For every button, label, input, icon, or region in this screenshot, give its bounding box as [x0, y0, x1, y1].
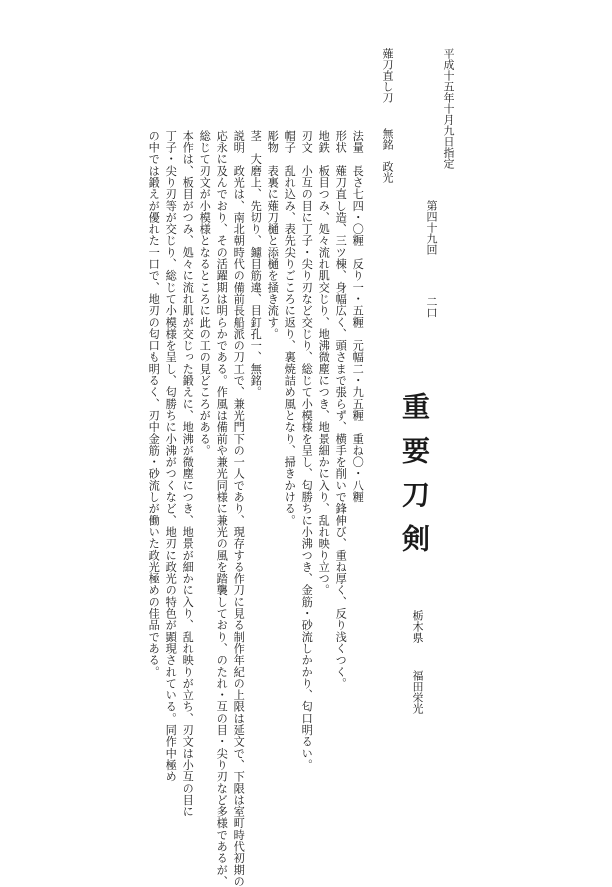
text-column: 帽子 乱れ込み、表先尖りごころに返り、裏焼詰め風となり、掃きかける。: [283, 130, 297, 527]
owner-name: 福田栄光: [411, 670, 424, 714]
text-column: 説明 政光は、南北朝時代の備前長船派の刀工で、兼光門下の一人であり、現存する作刀に見る制作年紀の上限は延文で、下限は室町時代初期の: [232, 130, 246, 887]
text-column: 丁子・尖り刃等が交じり、総じて小模様を呈し、匂勝ちに小沸がつくなど、地刃に政光の特色が顕現されている。同作中極め: [164, 130, 178, 783]
sword-signature: 無銘 政光: [381, 128, 394, 183]
text-column: 彫物 表裏に薙刀樋と添樋を掻き流す。: [266, 130, 280, 340]
text-column: 応永に及んでおり、その活躍期は明らかである。作風は備前や兼光同様に兼光の風を踏襲しており、のたれ・互の目・尖り刃など多様であるが、: [215, 130, 229, 887]
text-column: 刃文 小互の目に丁子・尖り刃など交じり、総じて小模様を呈し、匂勝ちに小沸つき、金筋・砂流しかかり、匂口明るい。: [300, 130, 314, 771]
text-column: 形状 薙刀直し造、三ツ棟、身幅広く、頭さまで張らず、横手を削いで鋒伸び、重ね厚く、反り浅くつく。: [334, 130, 348, 690]
item-count: 二口: [425, 296, 438, 318]
text-column: 本作は、板目がつみ、処々に流れ肌が交じった鍛えに、地沸が微塵につき、地景が細かに入り、乱れ映りが立ち、刃文は小互の目に: [181, 130, 195, 818]
text-column: 総じて刃文が小模様となるところに此の工の見どころがある。: [198, 130, 212, 457]
designation-date: 平成十五年十月九日指定: [442, 48, 455, 169]
text-column: の中では鍛えが優れた一口で、地刃の匂口も明るく、刃中金筋・砂流しが働いた政光極めの佳品である。: [147, 130, 161, 678]
text-column: 茎 大磨上、先切り、鑢目筋違、目釘孔一、無銘。: [249, 130, 263, 398]
text-column: 法量 長さ七四・〇糎 反り一・五糎 元幅二・九五糎 重ね〇・八糎: [351, 130, 365, 503]
session-number: 第四十九回: [425, 200, 438, 255]
sword-type: 薙刀直し刀: [381, 48, 394, 103]
page-title: 重要刀剣: [398, 392, 431, 568]
text-column: 地鉄 板目つみ、処々流れ肌交じり、地沸微塵につき、地景細かに入り、乱れ映り立つ。: [317, 130, 331, 596]
owner-prefecture: 栃木県: [411, 610, 424, 643]
